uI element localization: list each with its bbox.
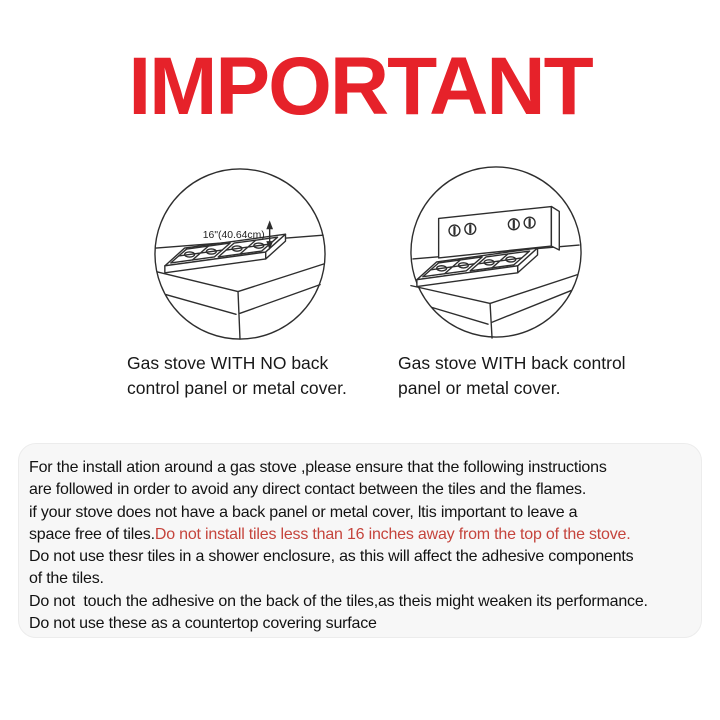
instruction-line: Do not use these as a countertop covering surface [29, 615, 377, 633]
page-title: IMPORTANT [128, 41, 592, 132]
instruction-line [29, 524, 691, 546]
arrow-up-icon [266, 220, 273, 229]
instruction-line: if your stove does not have a back panel or metal cover, ltis important to leave a [29, 503, 578, 521]
instruction-line: Do not touch the adhesive on the back of the tiles,as theis might weaken its performance. [29, 592, 648, 610]
caption-line: control panel or metal cover. [127, 378, 347, 398]
instruction-text: space free of tiles. [29, 525, 155, 543]
caption-line: Gas stove WITH NO back [127, 353, 329, 373]
instruction-line: Do not use thesr tiles in a shower enclosure, as this will affect the adhesive components [29, 548, 634, 566]
instruction-line: of the tiles. [29, 570, 104, 588]
dimension-label: 16"(40.64cm) [202, 230, 265, 242]
caption-with-back-panel [398, 351, 626, 401]
warning-text: Do not install tiles less than 16 inches away from the top of the stove. [154, 525, 631, 543]
instructions-box [18, 443, 702, 638]
figure-with-back-panel [407, 163, 585, 341]
stove-with-back-panel-illustration [407, 163, 585, 341]
caption-line: Gas stove WITH back control [398, 353, 626, 373]
instruction-line: are followed in order to avoid any direct contact between the tiles and the flames. [29, 481, 587, 499]
caption-line: panel or metal cover. [398, 378, 561, 398]
stove-without-back-panel-illustration [151, 165, 329, 343]
figure-no-back-panel [151, 165, 329, 343]
caption-no-back-panel [127, 351, 347, 401]
instruction-line: For the install ation around a gas stove ,please ensure that the following instructions [29, 459, 607, 476]
